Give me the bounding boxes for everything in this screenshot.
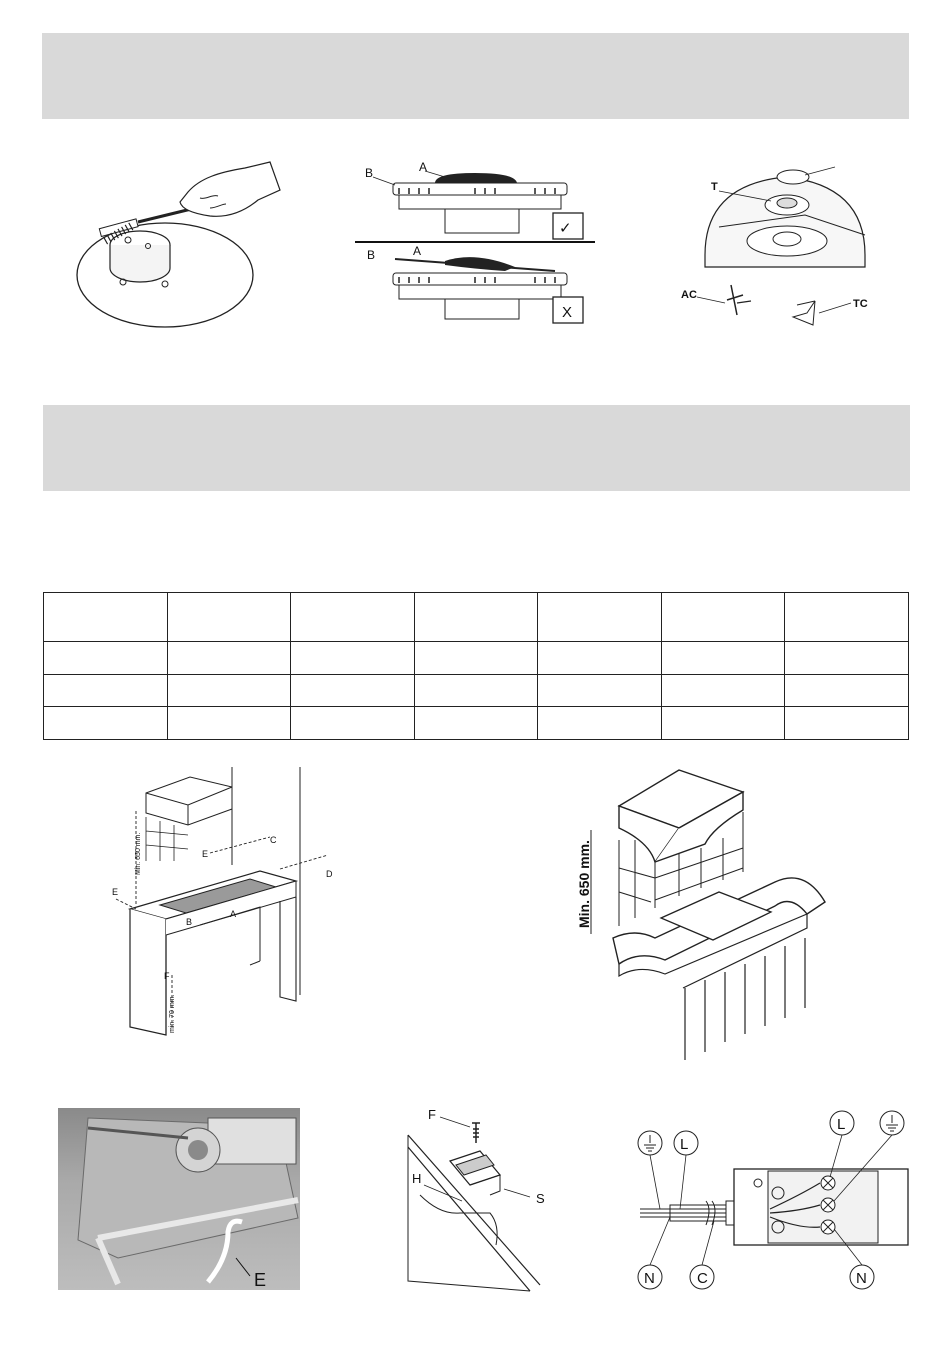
clearance-label-c: C [270, 835, 277, 845]
table-cell [414, 674, 538, 707]
section-header-band-1 [42, 33, 909, 119]
section-header-band-2 [43, 405, 910, 491]
table-row [44, 642, 909, 675]
table-cell [661, 593, 785, 642]
cap-label-b-bottom: B [367, 248, 376, 262]
terminal-label-n-right: N [856, 1270, 867, 1287]
table-cell [414, 642, 538, 675]
table-cell [167, 707, 291, 740]
table-cell [785, 642, 909, 675]
bracket-label-h: H [412, 1171, 422, 1186]
table-cell [291, 674, 415, 707]
table-cell [661, 707, 785, 740]
earth-icon [880, 1111, 904, 1135]
specification-table [43, 592, 909, 740]
part-label-ac: AC [681, 289, 697, 301]
table-cell [414, 707, 538, 740]
wire-label-n-left: N [644, 1270, 655, 1287]
table-cell [44, 707, 168, 740]
table-cell [538, 707, 662, 740]
clearance-label-a: A [230, 909, 237, 919]
fixing-bracket-diagram [400, 1105, 560, 1295]
table-cell [538, 593, 662, 642]
clearance-label-e-left: E [112, 887, 119, 897]
table-cell [291, 707, 415, 740]
clearance-diagram [100, 765, 360, 1045]
burner-cleaning-figure [70, 150, 310, 340]
clearance-label-e-top: E [202, 849, 209, 859]
hood-height-diagram [575, 768, 835, 1068]
terminal-wiring-diagram [630, 1105, 910, 1295]
cap-label-b-top: B [365, 166, 374, 180]
table-cell [44, 593, 168, 642]
table-cell [44, 642, 168, 675]
table-cell [785, 593, 909, 642]
cap-label-a-top: A [419, 160, 428, 174]
bracket-label-f: F [428, 1107, 436, 1122]
table-header-row [44, 593, 909, 642]
table-cell [661, 642, 785, 675]
clearance-label-d: D [326, 869, 333, 879]
table-cell [414, 593, 538, 642]
part-label-tc: TC [853, 298, 868, 310]
clearance-min-top-label: Min. 650 mm. [135, 832, 142, 875]
hood-min-height-label: Min. 650 mm. [576, 840, 592, 928]
wire-label-c: C [697, 1270, 708, 1287]
table-cell [785, 674, 909, 707]
wire-label-l-left: L [680, 1136, 689, 1153]
table-cell [661, 674, 785, 707]
table-row [44, 674, 909, 707]
hand-icon [180, 162, 280, 216]
table-cell [44, 674, 168, 707]
wrong-x-icon: X [562, 304, 573, 321]
table-cell [167, 593, 291, 642]
table-cell [785, 707, 909, 740]
table-row [44, 707, 909, 740]
table-cell [167, 642, 291, 675]
gasket-label-e: E [254, 1270, 267, 1290]
clearance-label-b: B [186, 917, 193, 927]
bracket-label-s: S [536, 1191, 545, 1206]
earth-icon [638, 1131, 662, 1155]
cap-position-figure [355, 155, 600, 330]
table-cell [291, 593, 415, 642]
clearance-min-bottom-label: min. 70 mm. [169, 994, 176, 1033]
table-cell [538, 642, 662, 675]
part-label-t: T [711, 181, 718, 193]
table-cell [538, 674, 662, 707]
correct-check-icon: ✓ [559, 220, 572, 237]
gasket-photo [58, 1108, 300, 1290]
burner-parts-figure [675, 155, 875, 330]
cap-label-a-bottom: A [413, 244, 422, 258]
clearance-label-f: F [164, 971, 170, 981]
screw-icon [472, 1123, 480, 1143]
terminal-label-l-right: L [837, 1116, 846, 1133]
table-cell [291, 642, 415, 675]
table-cell [167, 674, 291, 707]
